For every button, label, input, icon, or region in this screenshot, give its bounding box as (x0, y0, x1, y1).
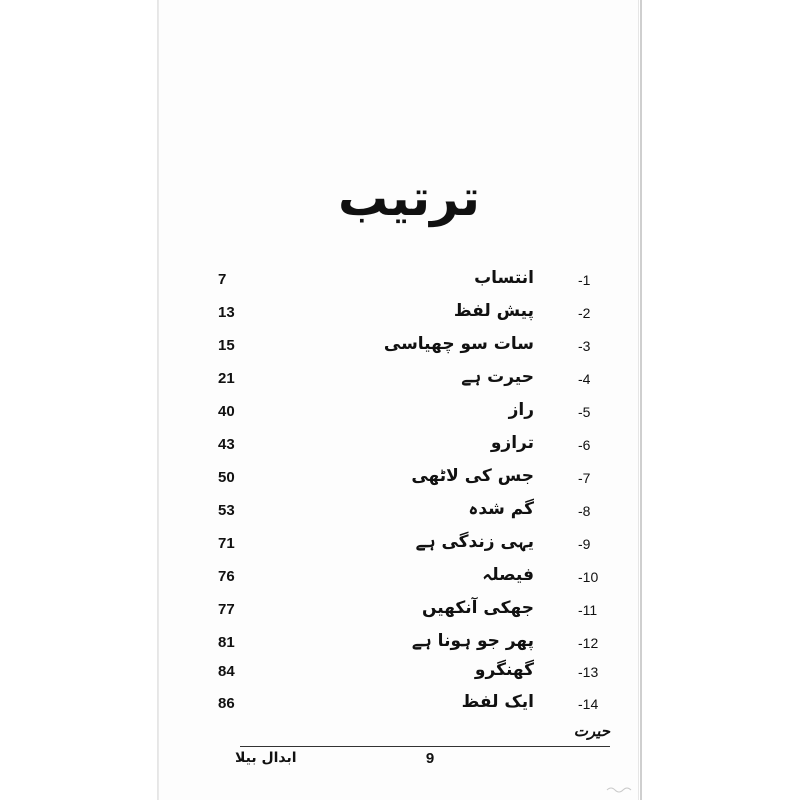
toc-title: راز (508, 400, 534, 420)
toc-index: -1 (578, 272, 591, 288)
toc-entry (200, 596, 630, 626)
toc-title: جھکی آنکھیں (421, 598, 534, 618)
toc-page-number: 13 (218, 304, 235, 321)
toc-page-number: 86 (218, 695, 235, 712)
toc-title: ایک لفظ (461, 692, 534, 712)
toc-entry (200, 299, 630, 329)
footer-divider (240, 746, 610, 747)
toc-title: گھنگرو (474, 660, 534, 680)
toc-entry (200, 266, 630, 296)
toc-page-number: 40 (218, 403, 235, 420)
footer-author: ابدال بیلا (235, 750, 297, 766)
footer-page-number: 9 (425, 750, 435, 767)
toc-entry (200, 398, 630, 428)
toc-entry (200, 464, 630, 494)
toc-entry (200, 365, 630, 395)
toc-page-number: 53 (218, 502, 235, 519)
toc-title: ترازو (490, 433, 534, 453)
toc-page-number: 71 (218, 535, 235, 552)
toc-page-number: 76 (218, 568, 235, 585)
toc-title: سات سو چھیاسی (383, 334, 534, 354)
toc-entry (200, 497, 630, 527)
toc-entry (200, 658, 630, 688)
toc-title: گم شدہ (468, 499, 534, 519)
toc-entry (200, 530, 630, 560)
scan-mark (605, 782, 635, 794)
toc-entry (200, 629, 630, 659)
toc-page-number: 43 (218, 436, 235, 453)
toc-index: -11 (578, 602, 598, 618)
page-title: ترتیب (338, 169, 480, 227)
toc-page-number: 15 (218, 337, 235, 354)
toc-index: -3 (578, 338, 591, 354)
toc-page-number: 84 (218, 663, 235, 680)
toc-index: -8 (578, 503, 591, 519)
toc-entry (200, 332, 630, 362)
toc-title: فیصلہ (482, 565, 534, 585)
toc-index: -7 (578, 470, 591, 486)
page-right-edge (640, 0, 642, 800)
toc-page-number: 7 (218, 271, 227, 288)
toc-index: -5 (578, 404, 591, 420)
toc-title: انتساب (474, 268, 534, 288)
toc-title: جس کی لاٹھی (411, 466, 534, 486)
toc-title: حیرت ہے (461, 367, 534, 387)
toc-entry (200, 690, 630, 720)
toc-page-number: 21 (218, 370, 235, 387)
toc-title: پھر جو ہونا ہے (411, 631, 534, 651)
toc-index: -9 (578, 536, 591, 552)
page-left-edge (158, 0, 159, 800)
toc-index: -6 (578, 437, 591, 453)
toc-entry (200, 431, 630, 461)
toc-page-number: 81 (218, 634, 235, 651)
toc-index: -2 (578, 305, 591, 321)
toc-title: پیش لفظ (453, 301, 534, 321)
toc-index: -12 (578, 635, 599, 651)
toc-page-number: 77 (218, 601, 235, 618)
toc-entry (200, 563, 630, 593)
toc-index: -4 (578, 371, 591, 387)
footer-book-title: حیرت (573, 722, 610, 740)
toc-index: -13 (578, 664, 599, 680)
toc-index: -10 (578, 569, 599, 585)
toc-title: یہی زندگی ہے (415, 532, 534, 552)
toc-page-number: 50 (218, 469, 235, 486)
toc-index: -14 (578, 696, 599, 712)
